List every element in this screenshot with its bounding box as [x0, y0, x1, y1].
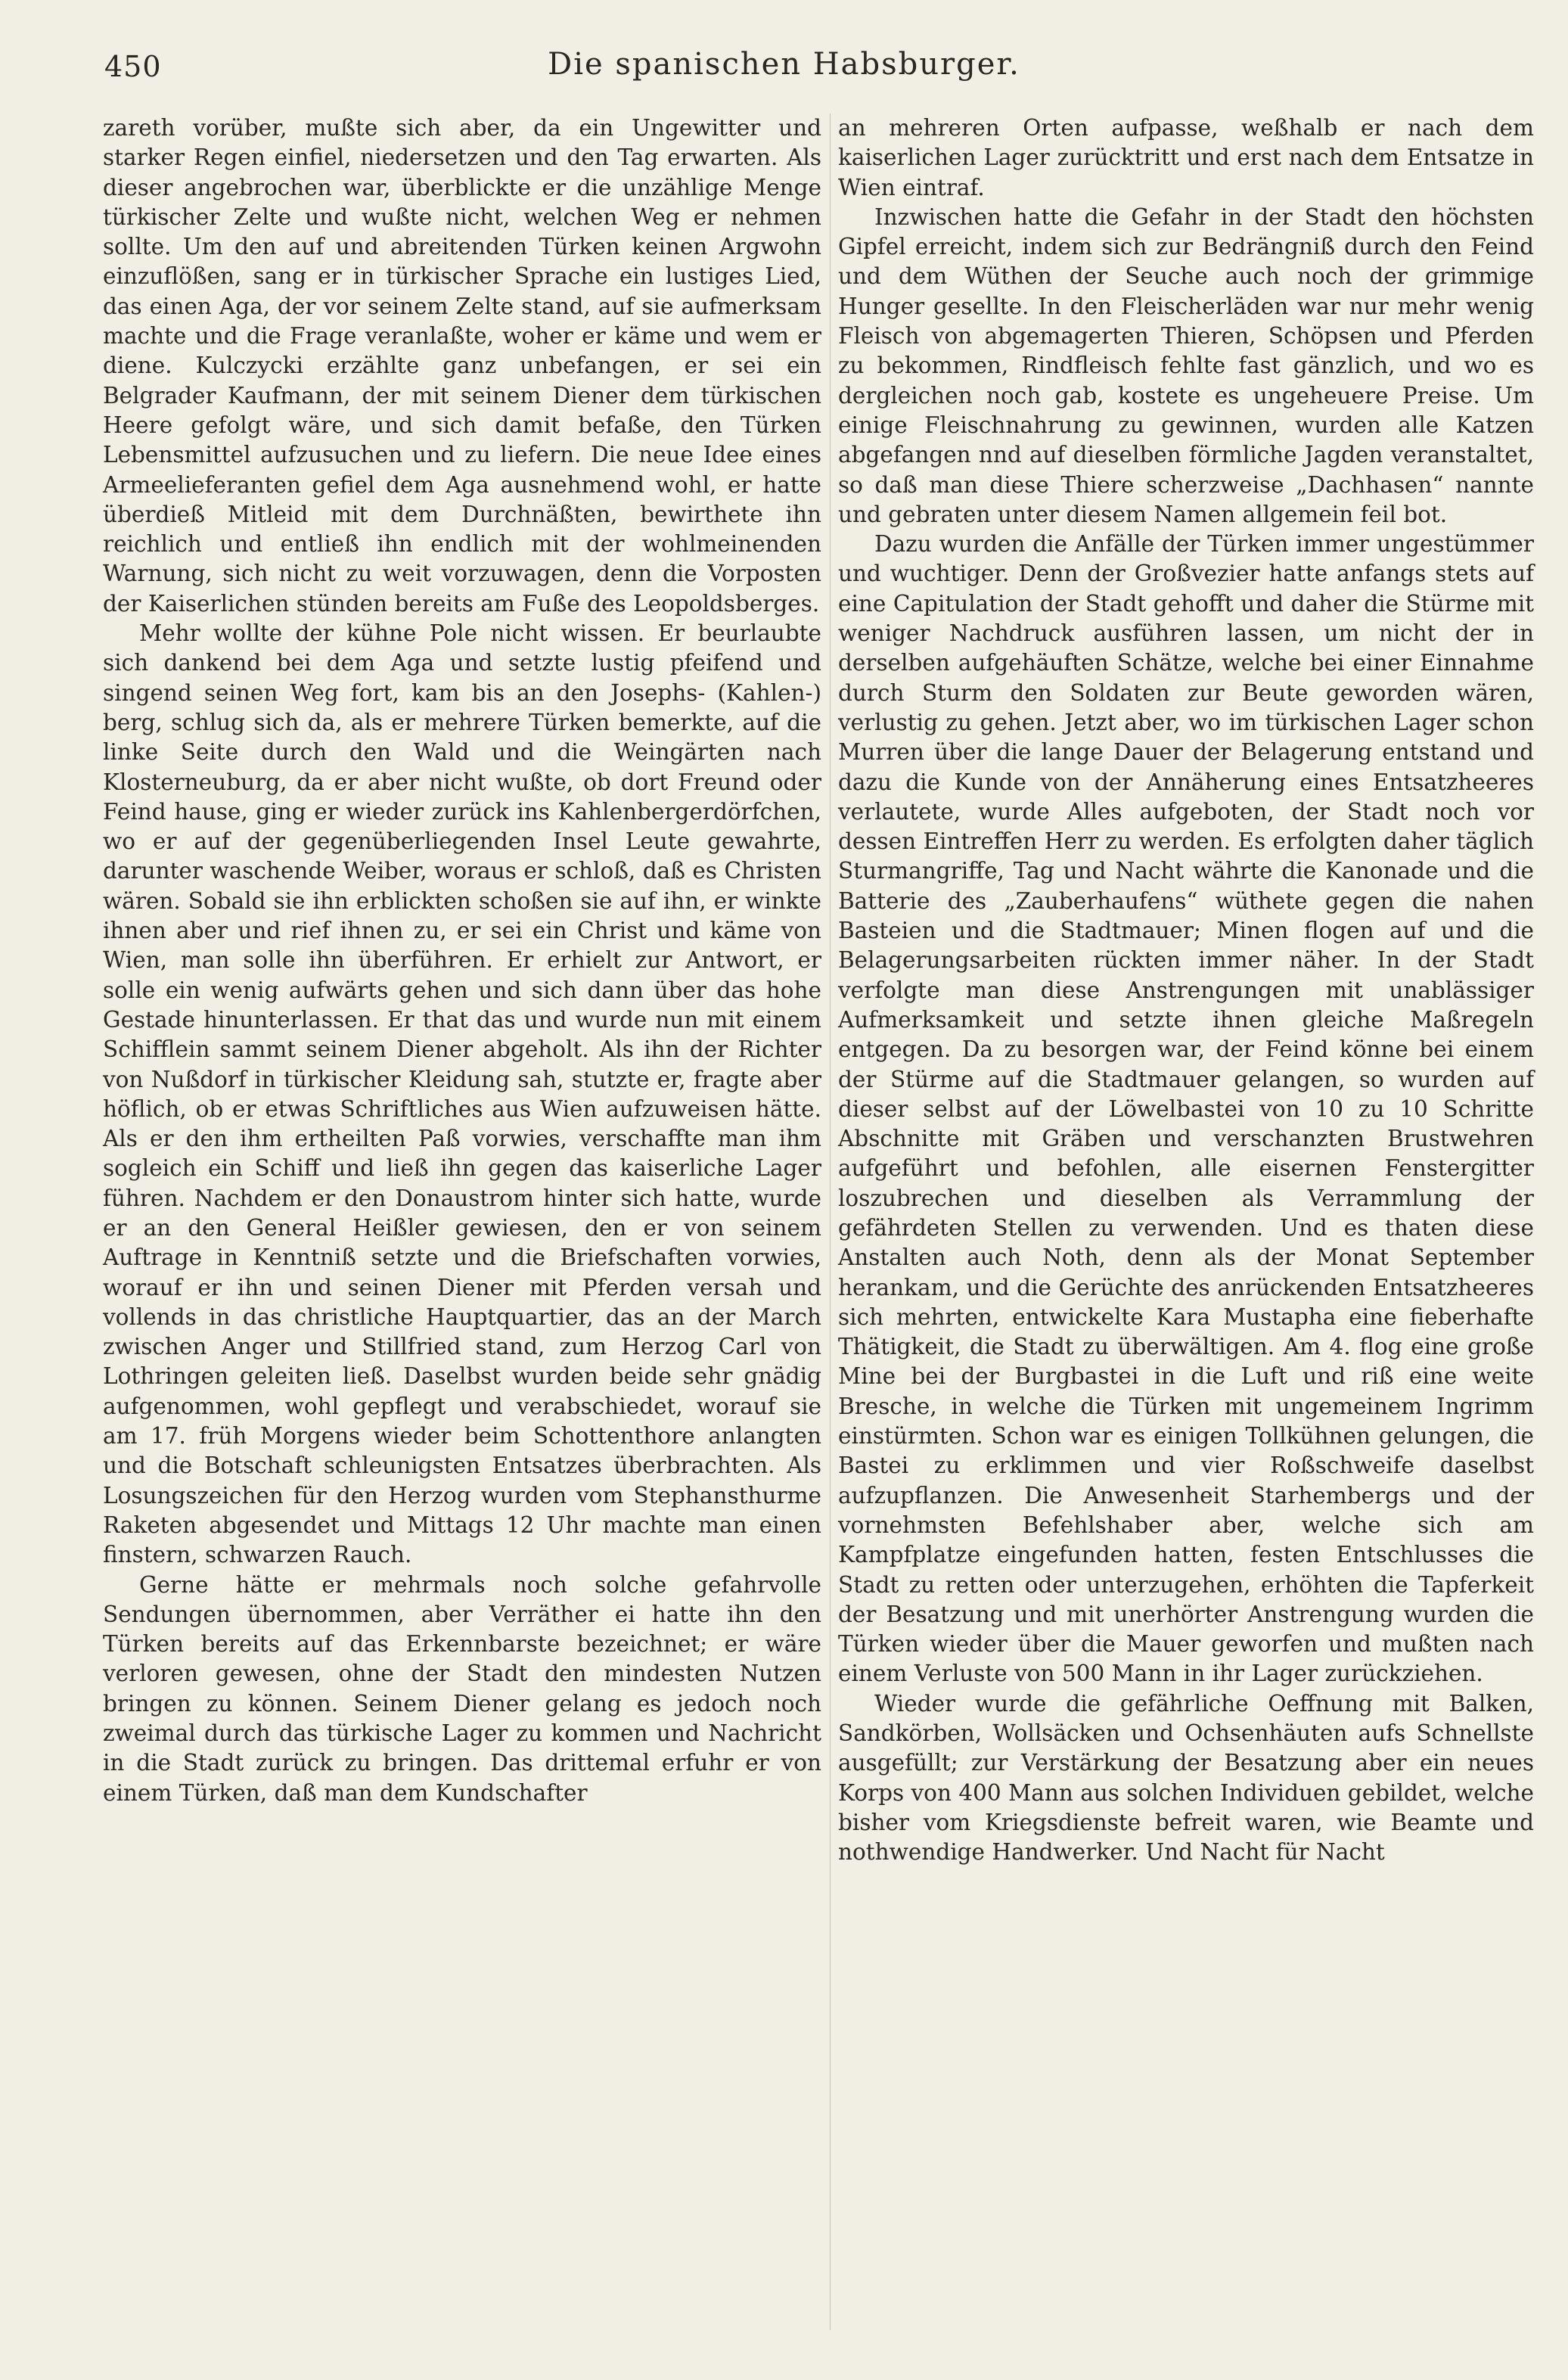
left-column — [103, 113, 821, 1808]
page-number: 450 — [104, 50, 162, 83]
paragraph: zareth vorüber, mußte sich aber, da ein Ungewitter und starker Regen einfiel, niedersetzen und den Tag erwarten. Als dieser angebrochen war, überblickte er die unzählige Menge türkischer Zelte und wußte nicht, welchen Weg er nehmen sollte. Um den auf und abreitenden Türken keinen Argwohn einzuflößen, sang er in türkischer Sprache ein lustiges Lied, das einen Aga, der vor seinem Zelte stand, auf sie aufmerksam machte und die Frage veranlaßte, woher er käme und wem er diene. Kulczycki erzählte ganz unbefangen, er sei ein Belgrader Kaufmann, der mit seinem Diener dem türkischen Heere gefolgt wäre, und sich damit befaße, den Türken Lebensmittel aufzusuchen und zu liefern. Die neue Idee eines Armeelieferanten gefiel dem Aga ausnehmend wohl, er hatte überdieß Mitleid mit dem Durchnäßten, bewirthete ihn reichlich und entließ ihn endlich mit der wohlmeinenden Warnung, sich nicht zu weit vorzuwagen, denn die Vorposten der Kaiserlichen stünden bereits am Fuße des Leopoldsberges. — [103, 115, 821, 617]
paragraph: Inzwischen hatte die Gefahr in der Stadt den höchsten Gipfel erreicht, indem sich zur Bedrängniß durch den Feind und dem Wüthen der Seuche auch noch der grimmige Hunger gesellte. In den Fleischerläden war nur mehr wenig Fleisch von abgemagerten Thieren, Schöpsen und Pferden zu bekommen, Rindfleisch fehlte fast gänzlich, und wo es dergleichen noch gab, kostete es ungeheuere Preise. Um einige Fleischnahrung zu gewinnen, wurden alle Katzen abgefangen nnd auf dieselben förmliche Jagden veranstaltet, so daß man diese Thiere scherzweise „Dachhasen“ nannte und gebraten unter diesem Namen allgemein feil bot. — [838, 204, 1534, 527]
paragraph: an mehreren Orten aufpasse, weßhalb er nach dem kaiserlichen Lager zurücktritt und erst nach dem Entsatze in Wien eintraf. — [838, 115, 1534, 200]
paragraph: Mehr wollte der kühne Pole nicht wissen. Er beurlaubte sich dankend bei dem Aga und setzte lustig pfeifend und singend seinen Weg fort, kam bis an den Josephs- (Kahlen-) berg, schlug sich da, als er mehrere Türken bemerkte, auf die linke Seite durch den Wald und die Weingärten nach Klosterneuburg, da er aber nicht wußte, ob dort Freund oder Feind hause, ging er wieder zurück ins Kahlenbergerdörfchen, wo er auf der gegenüberliegenden Insel Leute gewahrte, darunter waschende Weiber, woraus er schloß, daß es Christen wären. Sobald sie ihn erblickten schoßen sie auf ihn, er winkte ihnen aber und rief ihnen zu, er sei ein Christ und käme von Wien, man solle ihn überführen. Er erhielt zur Antwort, er solle ein wenig aufwärts gehen und sich dann über das hohe Gestade hinunterlassen. Er that das und wurde nun mit einem Schifflein sammt seinem Diener abgeholt. Als ihn der Richter von Nußdorf in türkischer Kleidung sah, stutzte er, fragte aber höflich, ob er etwas Schriftliches aus Wien aufzuweisen hätte. Als er den ihm ertheilten Paß vorwies, verschaffte man ihm sogleich ein Schiff und ließ ihn gegen das kaiserliche Lager führen. Nachdem er den Donaustrom hinter sich hatte, wurde er an den General Heißler gewiesen, den er von seinem Auftrage in Kenntniß setzte und die Briefschaften vorwies, worauf er ihn und seinen Diener mit Pferden versah und vollends in das christliche Hauptquartier, das an der March zwischen Anger und Stillfried stand, zum Herzog Carl von Lothringen geleiten ließ. Daselbst wurden beide sehr gnädig aufgenommen, wohl gepflegt und verabschiedet, worauf sie am 17. früh Morgens wieder beim Schottenthore anlangten und die Botschaft schleunigsten Entsatzes überbrachten. Als Losungszeichen für den Herzog wurden vom Stephansthurme Raketen abgesendet und Mittags 12 Uhr machte man einen finstern, schwarzen Rauch. — [103, 620, 821, 1568]
paragraph: Gerne hätte er mehrmals noch solche gefahrvolle Sendungen übernommen, aber Verräther ei hatte ihn den Türken bereits auf das Erkennbarste bezeichnet; er wäre verloren gewesen, ohne der Stadt den mindesten Nutzen bringen zu können. Seinem Diener gelang es jedoch noch zweimal durch das türkische Lager zu kommen und Nachricht in die Stadt zurück zu bringen. Das drittemal erfuhr er von einem Türken, daß man dem Kundschafter — [103, 1571, 821, 1806]
right-column — [838, 113, 1534, 1868]
paragraph: Dazu wurden die Anfälle der Türken immer ungestümmer und wuchtiger. Denn der Großvezier hatte anfangs stets auf eine Capitulation der Stadt gehofft und daher die Stürme mit weniger Nachdruck ausführen lassen, um nicht der in derselben aufgehäuften Schätze, welche bei einer Einnahme durch Sturm den Soldaten zur Beute geworden wären, verlustig zu gehen. Jetzt aber, wo im türkischen Lager schon Murren über die lange Dauer der Belagerung entstand und dazu die Kunde von der Annäherung eines Entsatzheeres verlautete, wurde Alles aufgeboten, der Stadt noch vor dessen Eintreffen Herr zu werden. Es erfolgten daher täglich Sturmangriffe, Tag und Nacht währte die Kanonade und die Batterie des „Zauberhaufens“ wüthete gegen die nahen Basteien und die Stadtmauer; Minen flogen auf und die Belagerungsarbeiten rückten immer näher. In der Stadt verfolgte man diese Anstrengungen mit unablässiger Aufmerksamkeit und setzte ihnen gleiche Maßregeln entgegen. Da zu besorgen war, der Feind könne bei einem der Stürme auf die Stadtmauer gelangen, so wurden auf dieser selbst auf der Löwelbastei von 10 zu 10 Schritte Abschnitte mit Gräben und verschanzten Brustwehren aufgeführt und befohlen, alle eisernen Fenstergitter loszubrechen und dieselben als Verrammlung der gefährdeten Stellen zu verwenden. Und es thaten diese Anstalten auch Noth, denn als der Monat September herankam, und die Gerüchte des anrückenden Entsatzheeres sich mehrten, entwickelte Kara Mustapha eine fieberhafte Thätigkeit, die Stadt zu überwältigen. Am 4. flog eine große Mine bei der Burgbastei in die Luft und riß eine weite Bresche, in welche die Türken mit ungemeinem Ingrimm einstürmten. Schon war es einigen Tollkühnen gelungen, die Bastei zu erklimmen und vier Roßschweife daselbst aufzupflanzen. Die Anwesenheit Starhembergs und der vornehmsten Befehlshaber aber, welche sich am Kampfplatze eingefunden hatten, festen Entschlusses die Stadt zu retten oder unterzugehen, erhöhten die Tapferkeit der Besatzung und mit unerhörter Anstrengung wurden die Türken wieder über die Mauer geworfen und mußten nach einem Verluste von 500 Mann in ihr Lager zurückziehen. — [838, 531, 1534, 1687]
paragraph: Wieder wurde die gefährliche Oeffnung mit Balken, Sandkörben, Wollsäcken und Ochsenhäuten aufs Schnellste ausgefüllt; zur Verstärkung der Besatzung aber ein neues Korps von 400 Mann aus solchen Individuen gebildet, welche bisher vom Kriegsdienste befreit waren, wie Beamte und nothwendige Handwerker. Und Nacht für Nacht — [838, 1690, 1534, 1866]
column-divider — [830, 113, 831, 2330]
running-title: Die spanischen Habsburger. — [548, 47, 1020, 82]
